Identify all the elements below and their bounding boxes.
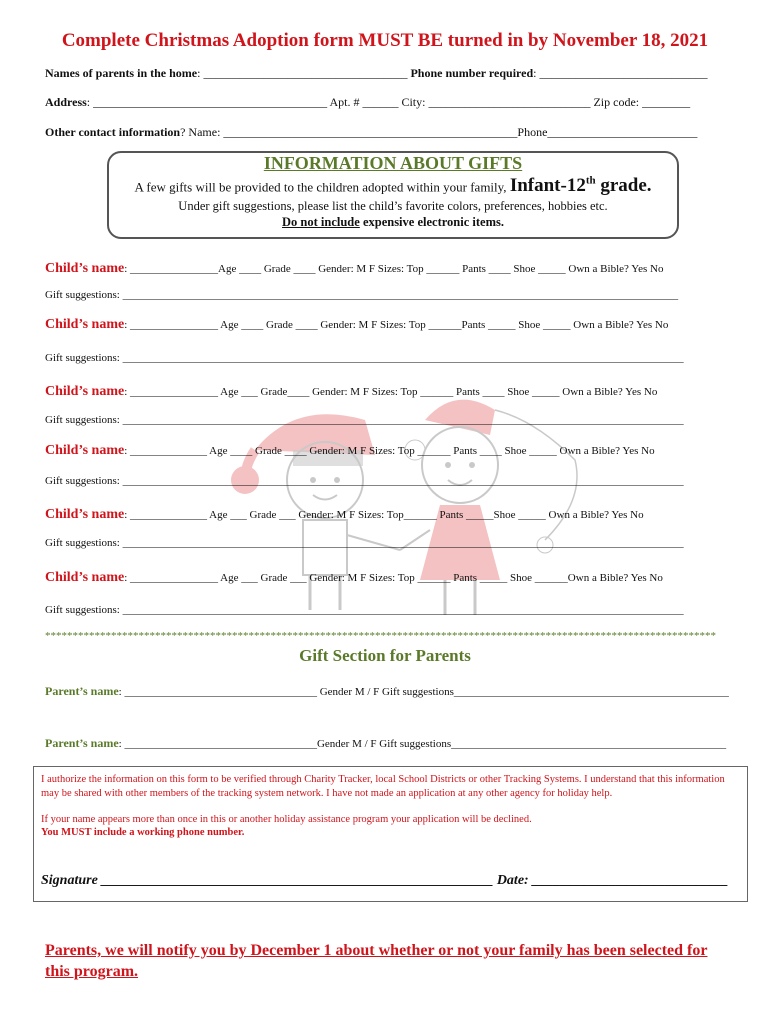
address-label: Address — [45, 95, 87, 109]
grade-range-end: grade. — [595, 175, 652, 197]
phone-label: Phone number required — [410, 66, 534, 80]
child-fields[interactable]: : ________________ Age ___ Grade ___ Gender: M F Sizes: Top ______ Pants _____ Shoe ______Own a Bible? Yes No — [124, 572, 663, 584]
child-name-label: Child’s name — [45, 317, 125, 332]
child-fields[interactable]: : ________________ Age ____ Grade ____ Gender: M F Sizes: Top ______Pants _____ Shoe _____ Own a Bible? Yes No — [124, 319, 669, 331]
child-name-label: Child’s name — [45, 443, 125, 458]
separator-stars: ************************************************************************************************************************** — [45, 630, 716, 642]
gift-suggestions-field[interactable]: Gift suggestions: _____________________________________________________________________________________________________ — [45, 289, 679, 301]
parent-name-label: Parent’s name — [45, 684, 119, 698]
date-label: Date: — [496, 873, 529, 888]
gift-suggestions-field[interactable]: Gift suggestions: ______________________________________________________________________________________________________ — [45, 414, 684, 426]
parents-section-title: Gift Section for Parents — [299, 646, 471, 665]
child-row — [45, 259, 663, 277]
form-title: Complete Christmas Adoption form MUST BE turned in by November 18, 2021 — [61, 30, 709, 51]
child-name-label: Child’s name — [45, 261, 125, 276]
child-row — [45, 441, 655, 459]
parents-names-row — [45, 66, 707, 81]
other-contact-label: Other contact information — [45, 125, 181, 139]
child-fields[interactable]: : ________________ Age ___ Grade____ Gender: M F Sizes: Top ______ Pants ____ Shoe _____ Own a Bible? Yes No — [124, 386, 658, 398]
grade-range — [510, 175, 652, 196]
parent-name-label: Parent’s name — [45, 736, 119, 750]
child-row — [45, 505, 644, 523]
child-fields[interactable]: : ________________Age ____ Grade ____ Gender: M F Sizes: Top ______ Pants ____ Shoe _____ Own a Bible? Yes No — [124, 263, 664, 275]
parents-names-field[interactable]: : __________________________________ — [197, 66, 408, 80]
address-field[interactable]: : _______________________________________ Apt. # ______ City: ___________________________ Zip code: ________ — [86, 95, 691, 109]
child-row — [45, 315, 668, 333]
child-row — [45, 568, 663, 586]
gift-info-line1 — [107, 175, 679, 197]
child-row — [45, 382, 657, 400]
date-field[interactable]: ____________________________ — [528, 873, 729, 888]
gift-suggestions-field[interactable]: Gift suggestions: ______________________________________________________________________________________________________ — [45, 475, 684, 487]
gift-info-text: A few gifts will be provided to the children adopted within your family, — [134, 179, 507, 195]
do-not-include: Do not include — [282, 215, 360, 229]
parent-fields[interactable]: : ___________________________________Gender M / F Gift suggestions__________________________________________________ — [118, 738, 727, 750]
duplicate-warning: If your name appears more than once in this or another holiday assistance program your application will be declined. — [41, 814, 532, 825]
child-name-label: Child’s name — [45, 384, 125, 399]
gift-suggestions-field[interactable]: Gift suggestions: ______________________________________________________________________________________________________ — [45, 352, 684, 364]
child-name-label: Child’s name — [45, 507, 125, 522]
grade-range-sup: th — [585, 175, 596, 187]
parents-names-label: Names of parents in the home — [45, 66, 198, 80]
gift-suggestions-field[interactable]: Gift suggestions: ______________________________________________________________________________________________________ — [45, 604, 684, 616]
child-fields[interactable]: : ______________ Age ___ Grade ___ Gender: M F Sizes: Top______ Pants _____Shoe _____ Own a Bible? Yes No — [124, 509, 644, 521]
parent-fields[interactable]: : ___________________________________ Gender M / F Gift suggestions__________________________________________________ — [118, 686, 729, 698]
phone-field[interactable]: : ____________________________ — [533, 66, 708, 80]
other-contact-field[interactable]: ? Name: _________________________________________________Phone_________________________ — [180, 125, 698, 139]
address-row — [45, 95, 690, 110]
signature-row — [41, 873, 728, 889]
gift-info-title: INFORMATION ABOUT GIFTS — [263, 153, 523, 173]
parent-row — [45, 734, 726, 752]
other-contact-row — [45, 125, 697, 140]
child-name-label: Child’s name — [45, 570, 125, 585]
parent-row — [45, 682, 729, 700]
grade-range-start: Infant-12 — [509, 175, 586, 197]
phone-required-note: You MUST include a working phone number. — [41, 827, 245, 838]
gift-info-line2: Under gift suggestions, please list the child’s favorite colors, preferences, hobbies etc. — [178, 199, 608, 213]
child-fields[interactable]: : ______________ Age ____ Grade ____ Gender: M F Sizes: Top ______ Pants ____ Shoe _____ Own a Bible? Yes No — [124, 445, 655, 457]
notification-note: Parents, we will notify you by December 1 about whether or not your family has been selected for this program. — [45, 942, 708, 980]
electronics-note: expensive electronic items. — [359, 215, 504, 229]
authorization-text: I authorize the information on this form to be verified through Charity Tracker, local School Districts or other Tracking Systems. I understand that this information may be shared with other members of the tracking system network. I have not made an application at any other agency for holiday help. — [41, 774, 725, 799]
gift-info-line3 — [107, 215, 679, 230]
signature-label: Signature — [41, 873, 98, 888]
gift-suggestions-field[interactable]: Gift suggestions: ______________________________________________________________________________________________________ — [45, 537, 684, 549]
signature-field[interactable]: ________________________________________________________ — [97, 873, 494, 888]
